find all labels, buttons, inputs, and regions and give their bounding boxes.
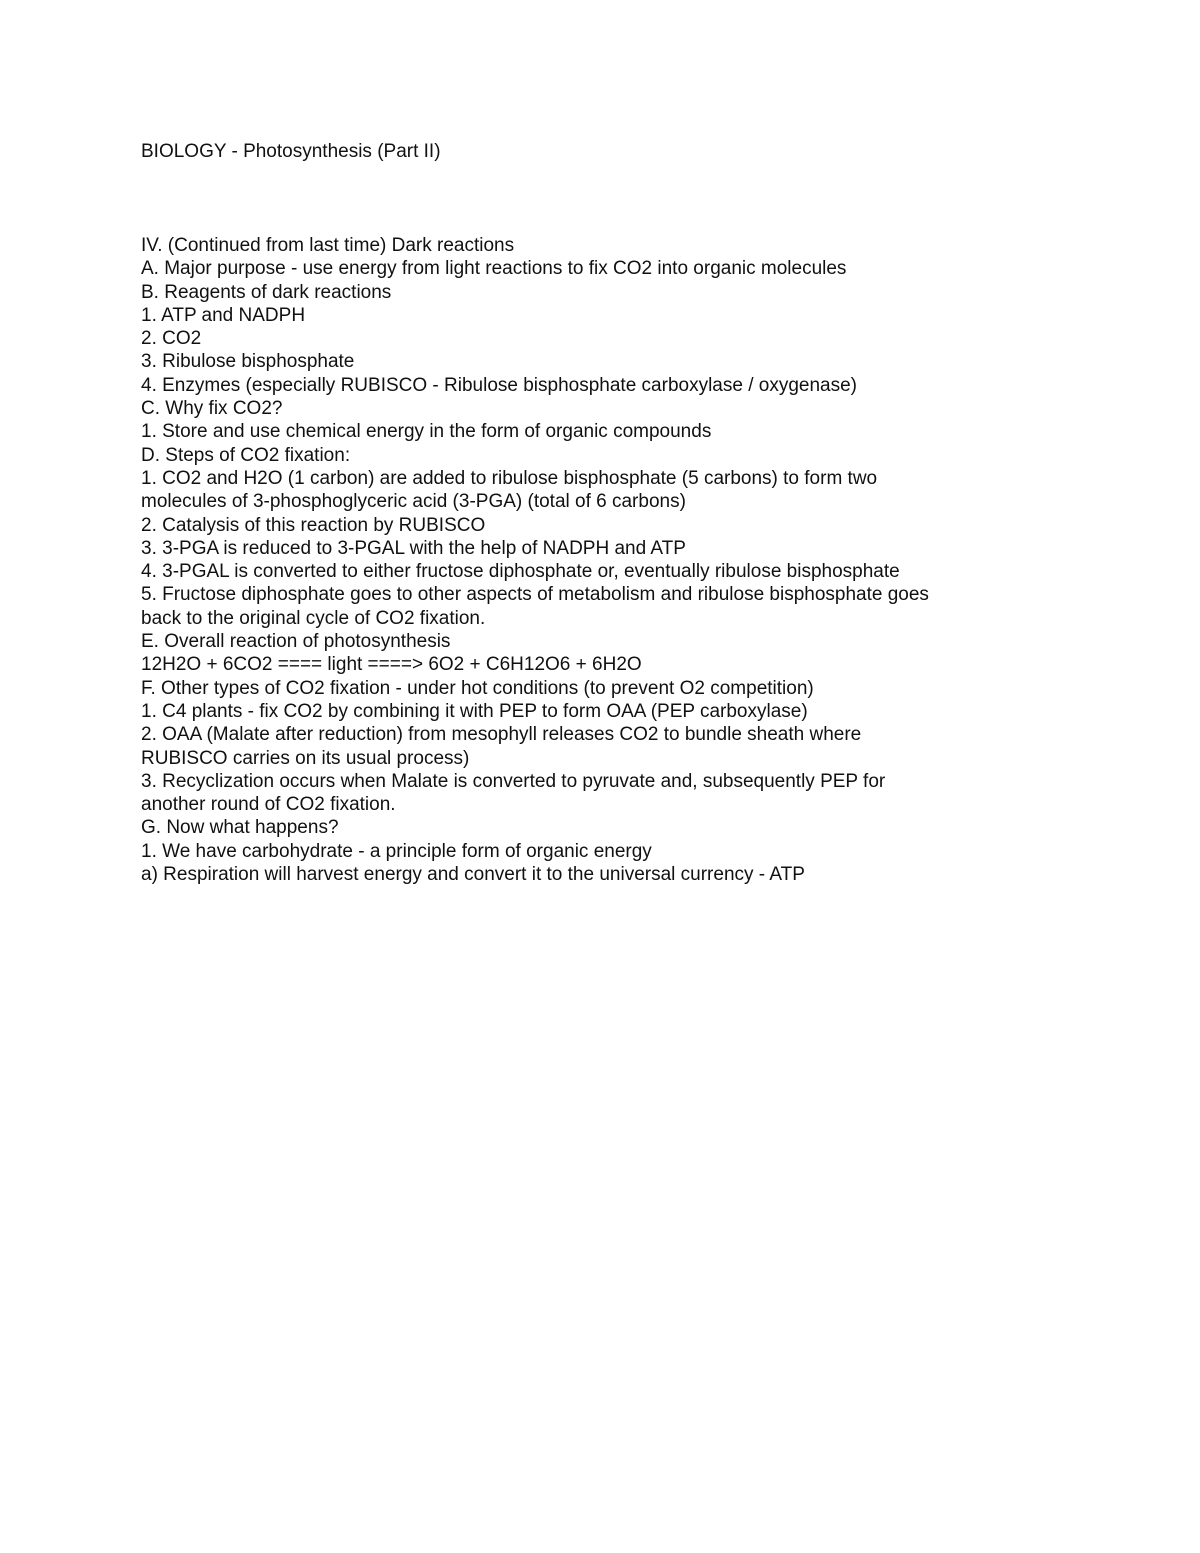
document-line: 2. CO2 (141, 328, 202, 350)
document-line: RUBISCO carries on its usual process) (141, 747, 470, 769)
document-line: A. Major purpose - use energy from light reactions to fix CO2 into organic molecules (141, 258, 847, 280)
document-line: 1. Store and use chemical energy in the form of organic compounds (141, 421, 712, 443)
document-line: 4. 3-PGAL is converted to either fructose diphosphate or, eventually ribulose bisphosphate (141, 561, 900, 583)
document-line: back to the original cycle of CO2 fixation. (141, 607, 486, 629)
document-line: 3. Recyclization occurs when Malate is converted to pyruvate and, subsequently PEP for (141, 770, 886, 792)
document-line: E. Overall reaction of photosynthesis (141, 631, 451, 653)
document-line: another round of CO2 fixation. (141, 794, 396, 816)
document-line: 2. OAA (Malate after reduction) from mesophyll releases CO2 to bundle sheath where (141, 724, 862, 746)
document-line: molecules of 3-phosphoglyceric acid (3-PGA) (total of 6 carbons) (141, 491, 686, 513)
document-line: a) Respiration will harvest energy and convert it to the universal currency - ATP (141, 864, 805, 886)
document-line: F. Other types of CO2 fixation - under hot conditions (to prevent O2 competition) (141, 677, 814, 699)
document-line: 5. Fructose diphosphate goes to other aspects of metabolism and ribulose bisphosphate goes (141, 584, 929, 606)
document-line: IV. (Continued from last time) Dark reactions (141, 235, 515, 256)
document-line: B. Reagents of dark reactions (141, 281, 392, 303)
document-line: 3. Ribulose bisphosphate (141, 351, 355, 373)
document-line: G. Now what happens? (141, 817, 339, 839)
page-title: BIOLOGY - Photosynthesis (Part II) (141, 141, 441, 162)
document-line: 4. Enzymes (especially RUBISCO - Ribulose bisphosphate carboxylase / oxygenase) (141, 374, 857, 396)
document-line: 1. C4 plants - fix CO2 by combining it with PEP to form OAA (PEP carboxylase) (141, 700, 808, 722)
document-line: 1. CO2 and H2O (1 carbon) are added to ribulose bisphosphate (5 carbons) to form two (141, 467, 878, 489)
document-line: 2. Catalysis of this reaction by RUBISCO (141, 514, 486, 536)
document-line: 12H2O + 6CO2 ==== light ====> 6O2 + C6H12O6 + 6H2O (141, 654, 642, 676)
document-line: 1. We have carbohydrate - a principle form of organic energy (141, 840, 652, 862)
document-line: D. Steps of CO2 fixation: (141, 444, 351, 466)
document-line: C. Why fix CO2? (141, 398, 283, 420)
document-body (141, 234, 1071, 886)
document-line: 3. 3-PGA is reduced to 3-PGAL with the help of NADPH and ATP (141, 537, 686, 559)
document-line: 1. ATP and NADPH (141, 304, 306, 326)
